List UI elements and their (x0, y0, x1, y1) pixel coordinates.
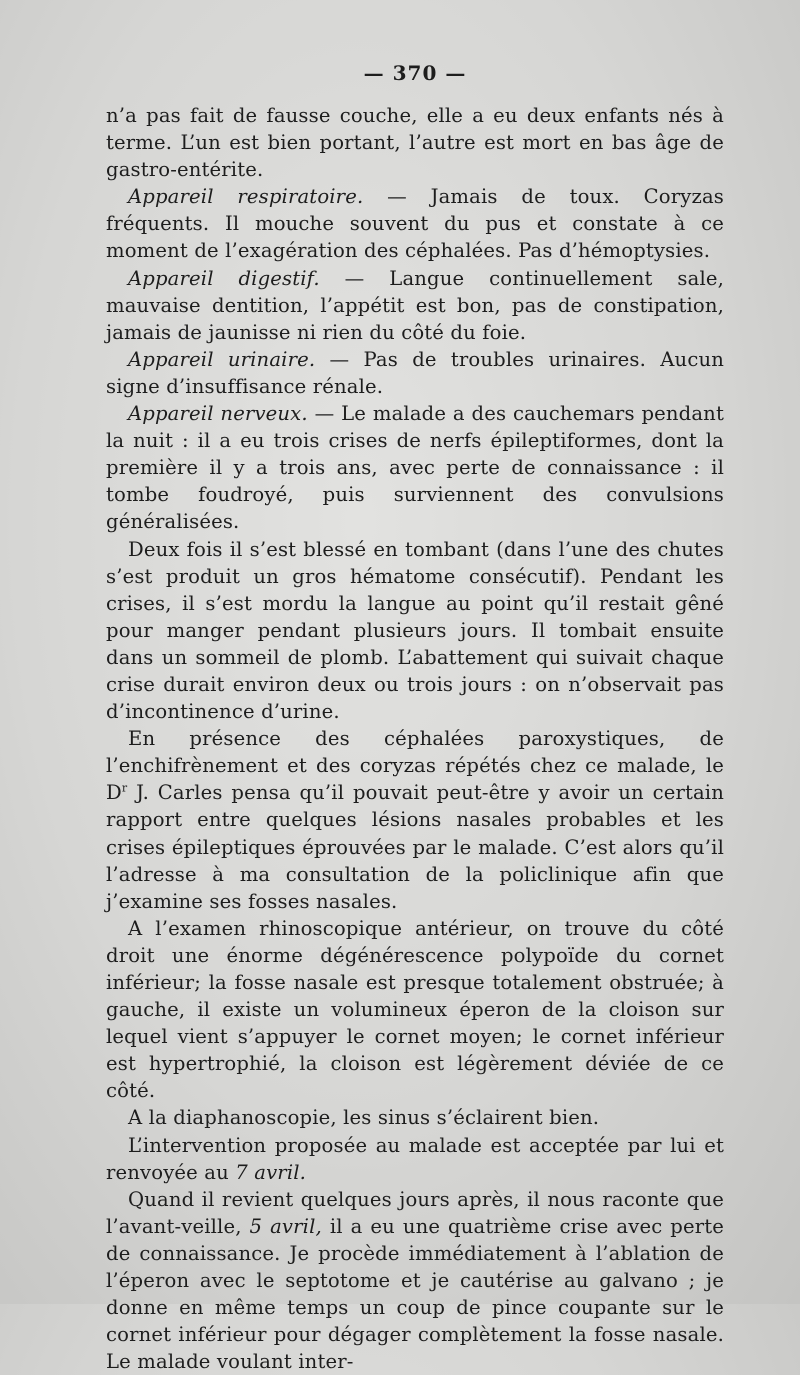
paragraph-text: — Pas de troubles urinaires. Aucun signe d’insuffisance rénale. (106, 347, 724, 398)
paragraph-intervention (106, 1132, 724, 1186)
paragraph-text: n’a pas fait de fausse couche, elle a eu deux enfants nés à terme. L’un est bien portant, l’autre est mort en bas âge de gastro-entérite. (106, 104, 724, 182)
paragraph-respiratory (106, 183, 724, 264)
section-lead: Appareil digestif. (128, 266, 320, 290)
paragraph-referral (106, 725, 724, 915)
paragraph-text: A l’examen rhinoscopique antérieur, on trouve du côté droit une énorme dégénérescence polypoïde du cornet inférieur; la fosse nasale est presque totalement obstruée; à gauche, il existe un volumineux éperon de la cloison sur lequel vient s’appuyer le cornet moyen; le cornet inférieur est hypertrophié, la cloison est légèrement déviée de ce côté. (106, 916, 724, 1103)
paragraph-text: En présence des céphalées paroxystiques, de l’enchifrènement et des coryzas répétés chez ce malade, le D (106, 727, 724, 805)
paragraph-text: J. Carles pensa qu’il pouvait peut-être y avoir un certain rapport entre quelques lésions nasales probables et les crises épileptiques éprouvées par le malade. C’est alors qu’il l’adresse à ma consultation de la policlinique afin que j’examine ses fosses nasales. (106, 781, 724, 913)
paragraph-text: Quand il revient quelques jours après, il nous raconte que l’avant-veille, (106, 1187, 724, 1238)
italic-date: 5 avril, (249, 1214, 322, 1238)
paragraph-text: A la diaphanoscopie, les sinus s’éclairent bien. (128, 1106, 600, 1130)
page-number: — 370 — (363, 61, 467, 85)
paragraph-text: — Le malade a des cauchemars pendant la nuit : il a eu trois crises de nerfs épileptiformes, dont la première il y a trois ans, avec perte de connaissance : il tombe foudroyé, puis surviennent des convulsions généralisées. (106, 402, 724, 534)
superscript-r: r (121, 781, 128, 795)
paragraph-text: — Jamais de toux. Coryzas fréquents. Il mouche souvent du pus et constate à ce moment de l’exagération des céphalées. Pas d’hémoptysies. (106, 185, 724, 263)
paragraph-text: L’intervention proposée au malade est acceptée par lui et renvoyée au (106, 1133, 724, 1184)
paragraph-text: il a eu une quatrième crise avec perte de connaissance. Je procède immédiatement à l’ablation de l’éperon avec le septotome et je cautérise au galvano ; je donne en même temps un coup de pince coupante sur le cornet inférieur pour dégager complètement la fosse nasale. Le malade voulant inter- (106, 1214, 724, 1374)
paragraph-examination (106, 915, 724, 1105)
paragraph-digestive (106, 265, 724, 346)
section-lead: Appareil respiratoire. (128, 185, 364, 209)
section-lead: Appareil nerveux. (128, 402, 308, 426)
paragraph-injuries (106, 536, 724, 726)
section-lead: Appareil urinaire. (128, 347, 316, 371)
paragraph-urinary (106, 346, 724, 400)
italic-date: 7 avril. (235, 1160, 307, 1184)
paragraph-diaphanoscopy (106, 1104, 724, 1131)
document-page (106, 58, 724, 1375)
paragraph-procedure (106, 1186, 724, 1375)
paragraph-nervous (106, 400, 724, 535)
paragraph-continuation (106, 102, 724, 183)
paragraph-text: — Langue continuellement sale, mauvaise dentition, l’appétit est bon, pas de constipation, jamais de jaunisse ni rien du côté du foie. (106, 266, 725, 344)
paragraph-text: Deux fois il s’est blessé en tombant (dans l’une des chutes s’est produit un gros hématome consécutif). Pendant les crises, il s’est mordu la langue au point qu’il restait gêné pour manger pendant plusieurs jours. Il tombait ensuite dans un sommeil de plomb. L’abattement qui suivait chaque crise durait environ deux ou trois jours : on n’observait pas d’incontinence d’urine. (106, 537, 724, 724)
